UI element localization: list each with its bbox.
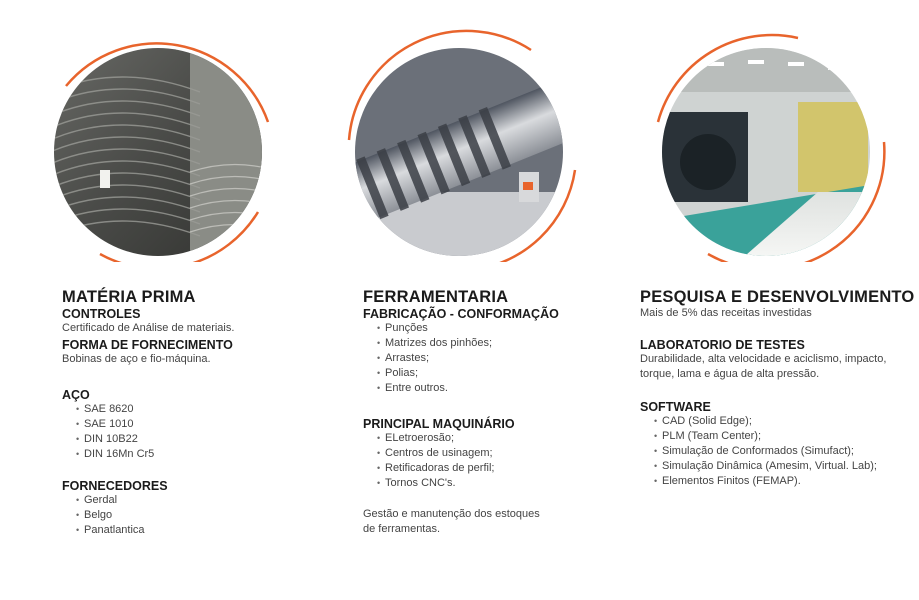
maquinario-block	[363, 417, 515, 491]
aco-list	[62, 402, 154, 462]
list-item: • Panatlantica	[76, 523, 168, 538]
gestao-text-line1: Gestão e manutenção dos estoques	[363, 508, 540, 520]
list-item: • Simulação de Conformados (Simufact);	[654, 444, 877, 459]
fabricacao-heading: FABRICAÇÃO - CONFORMAÇÃO	[363, 307, 559, 321]
list-item: • Belgo	[76, 508, 168, 523]
software-heading: SOFTWARE	[640, 400, 711, 414]
fornecedores-block	[62, 479, 168, 538]
list-item: • Arrastes;	[377, 351, 559, 366]
list-item: • Polias;	[377, 366, 559, 381]
section-title: PESQUISA E DESENVOLVIMENTO	[640, 288, 915, 306]
controles-text: Certificado de Análise de materiais.	[62, 322, 235, 334]
controles-heading: CONTROLES	[62, 307, 141, 321]
list-item: • Punções	[377, 321, 559, 336]
maquinario-heading: PRINCIPAL MAQUINÁRIO	[363, 417, 515, 431]
software-list	[640, 414, 877, 489]
laboratorio-block	[640, 338, 915, 382]
list-item: • PLM (Team Center);	[654, 429, 877, 444]
list-item: • Elementos Finitos (FEMAP).	[654, 474, 877, 489]
list-item: • Centros de usinagem;	[377, 446, 515, 461]
aco-block	[62, 388, 154, 462]
list-item: • Entre outros.	[377, 381, 559, 396]
gestao-text-line2: de ferramentas.	[363, 523, 441, 535]
fabricacao-list	[363, 321, 559, 396]
laboratorio-text-line2: torque, lama e água de alta pressão.	[640, 368, 820, 380]
list-item: • Tornos CNC's.	[377, 476, 515, 491]
list-item: • Retificadoras de perfil;	[377, 461, 515, 476]
aco-heading: AÇO	[62, 388, 90, 402]
maquinario-list	[363, 431, 515, 491]
test-lab-photo	[648, 22, 888, 262]
list-item: • SAE 1010	[76, 417, 154, 432]
controles-block	[62, 307, 322, 367]
list-item: • Simulação Dinâmica (Amesim, Virtual. Lab);	[654, 459, 877, 474]
threaded-screw-photo	[341, 22, 581, 262]
fabricacao-block	[363, 307, 559, 396]
intro-text: Mais de 5% das receitas investidas	[640, 307, 812, 319]
laboratorio-text-line1: Durabilidade, alta velocidade e aciclismo, impacto,	[640, 353, 887, 365]
list-item: • DIN 10B22	[76, 432, 154, 447]
wire-coils-photo	[40, 22, 280, 262]
fornecedores-list	[62, 493, 168, 538]
list-item: • CAD (Solid Edge);	[654, 414, 877, 429]
list-item: • Gerdal	[76, 493, 168, 508]
list-item: • Matrizes dos pinhões;	[377, 336, 559, 351]
section-title: MATÉRIA PRIMA	[62, 288, 196, 306]
forma-text: Bobinas de aço e fio-máquina.	[62, 353, 211, 365]
list-item: • SAE 8620	[76, 402, 154, 417]
section-title: FERRAMENTARIA	[363, 288, 509, 306]
list-item: • DIN 16Mn Cr5	[76, 447, 154, 462]
laboratorio-heading: LABORATORIO DE TESTES	[640, 338, 805, 352]
fornecedores-heading: FORNECEDORES	[62, 479, 168, 493]
software-block	[640, 400, 877, 489]
gestao-block	[363, 507, 540, 537]
forma-heading: FORMA DE FORNECIMENTO	[62, 338, 233, 352]
list-item: • ELetroerosão;	[377, 431, 515, 446]
